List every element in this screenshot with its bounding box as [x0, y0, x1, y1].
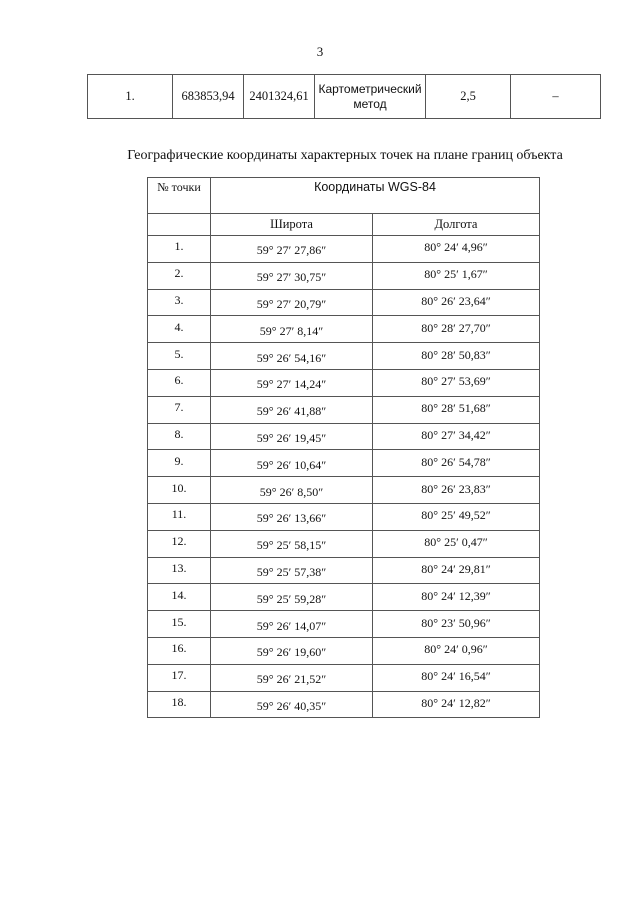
table-header-row: [148, 178, 540, 214]
latitude-cell: 59° 26′ 14,07″: [211, 611, 373, 638]
page-number: 3: [316, 44, 324, 59]
latitude-cell: 59° 26′ 19,60″: [211, 637, 373, 664]
table-subheader-row: [148, 214, 540, 236]
latitude-cell: 59° 26′ 21,52″: [211, 664, 373, 691]
point-number-cell: 1.: [88, 75, 173, 119]
table-row: [148, 557, 540, 584]
point-number-cell: 12.: [148, 530, 211, 557]
table-row: [148, 396, 540, 423]
longitude-header: Долгота: [373, 214, 540, 236]
latitude-cell: 59° 25′ 58,15″: [211, 530, 373, 557]
table-row: [148, 450, 540, 477]
latitude-cell: 59° 27′ 27,86″: [211, 236, 373, 263]
longitude-cell: 80° 28′ 27,70″: [373, 316, 540, 343]
table-row: [148, 316, 540, 343]
longitude-cell: 80° 25′ 0,47″: [373, 530, 540, 557]
latitude-cell: 59° 26′ 8,50″: [211, 477, 373, 504]
method-line-2: метод: [353, 96, 387, 111]
longitude-cell: 80° 24′ 12,39″: [373, 584, 540, 611]
coordinates-body: [148, 236, 540, 718]
point-number-cell: 9.: [148, 450, 211, 477]
table-row: [148, 236, 540, 263]
table-row: [148, 369, 540, 396]
table-row: [88, 75, 601, 119]
table-row: [148, 477, 540, 504]
latitude-cell: 59° 26′ 10,64″: [211, 450, 373, 477]
latitude-header: Широта: [211, 214, 373, 236]
point-number-cell: 6.: [148, 369, 211, 396]
table-row: [148, 691, 540, 718]
point-number-cell: 13.: [148, 557, 211, 584]
latitude-cell: 59° 26′ 19,45″: [211, 423, 373, 450]
point-number-cell: 8.: [148, 423, 211, 450]
point-number-cell: 17.: [148, 664, 211, 691]
point-number-subheader: [148, 214, 211, 236]
table-row: [148, 262, 540, 289]
latitude-cell: 59° 26′ 41,88″: [211, 396, 373, 423]
point-number-cell: 10.: [148, 477, 211, 504]
latitude-cell: 59° 25′ 57,38″: [211, 557, 373, 584]
point-number-cell: 5.: [148, 343, 211, 370]
latitude-cell: 59° 27′ 14,24″: [211, 369, 373, 396]
point-number-cell: 18.: [148, 691, 211, 718]
method-line-1: Картометрический: [318, 81, 422, 96]
wgs84-header: Координаты WGS-84: [211, 178, 540, 214]
table-row: [148, 343, 540, 370]
latitude-cell: 59° 26′ 54,16″: [211, 343, 373, 370]
table-row: [148, 664, 540, 691]
longitude-cell: 80° 23′ 50,96″: [373, 611, 540, 638]
latitude-cell: 59° 25′ 59,28″: [211, 584, 373, 611]
point-number-cell: 7.: [148, 396, 211, 423]
longitude-cell: 80° 26′ 23,83″: [373, 477, 540, 504]
point-number-cell: 11.: [148, 503, 211, 530]
longitude-cell: 80° 24′ 4,96″: [373, 236, 540, 263]
note-cell: –: [511, 75, 601, 119]
measurement-table: [87, 74, 601, 119]
point-number-cell: 15.: [148, 611, 211, 638]
point-number-cell: 3.: [148, 289, 211, 316]
point-number-cell: 14.: [148, 584, 211, 611]
point-number-cell: 4.: [148, 316, 211, 343]
table-row: [148, 584, 540, 611]
accuracy-cell: 2,5: [426, 75, 511, 119]
coordinates-table: [147, 177, 540, 718]
point-number-cell: 1.: [148, 236, 211, 263]
x-coordinate-cell: 683853,94: [173, 75, 244, 119]
table-row: [148, 611, 540, 638]
longitude-cell: 80° 24′ 12,82″: [373, 691, 540, 718]
longitude-cell: 80° 26′ 23,64″: [373, 289, 540, 316]
longitude-cell: 80° 28′ 51,68″: [373, 396, 540, 423]
table-row: [148, 503, 540, 530]
table-row: [148, 289, 540, 316]
point-number-header: № точки: [148, 178, 211, 214]
latitude-cell: 59° 27′ 30,75″: [211, 262, 373, 289]
longitude-cell: 80° 26′ 54,78″: [373, 450, 540, 477]
longitude-cell: 80° 27′ 53,69″: [373, 369, 540, 396]
table-row: [148, 423, 540, 450]
longitude-cell: 80° 24′ 16,54″: [373, 664, 540, 691]
latitude-cell: 59° 27′ 8,14″: [211, 316, 373, 343]
longitude-cell: 80° 25′ 49,52″: [373, 503, 540, 530]
longitude-cell: 80° 25′ 1,67″: [373, 262, 540, 289]
latitude-cell: 59° 26′ 13,66″: [211, 503, 373, 530]
latitude-cell: 59° 26′ 40,35″: [211, 691, 373, 718]
point-number-cell: 2.: [148, 262, 211, 289]
longitude-cell: 80° 28′ 50,83″: [373, 343, 540, 370]
method-cell: [315, 75, 426, 119]
latitude-cell: 59° 27′ 20,79″: [211, 289, 373, 316]
longitude-cell: 80° 27′ 34,42″: [373, 423, 540, 450]
longitude-cell: 80° 24′ 0,96″: [373, 637, 540, 664]
table-row: [148, 530, 540, 557]
longitude-cell: 80° 24′ 29,81″: [373, 557, 540, 584]
point-number-cell: 16.: [148, 637, 211, 664]
y-coordinate-cell: 2401324,61: [244, 75, 315, 119]
table-caption: Географические координаты характерных точек на плане границ объекта: [127, 148, 563, 163]
table-row: [148, 637, 540, 664]
